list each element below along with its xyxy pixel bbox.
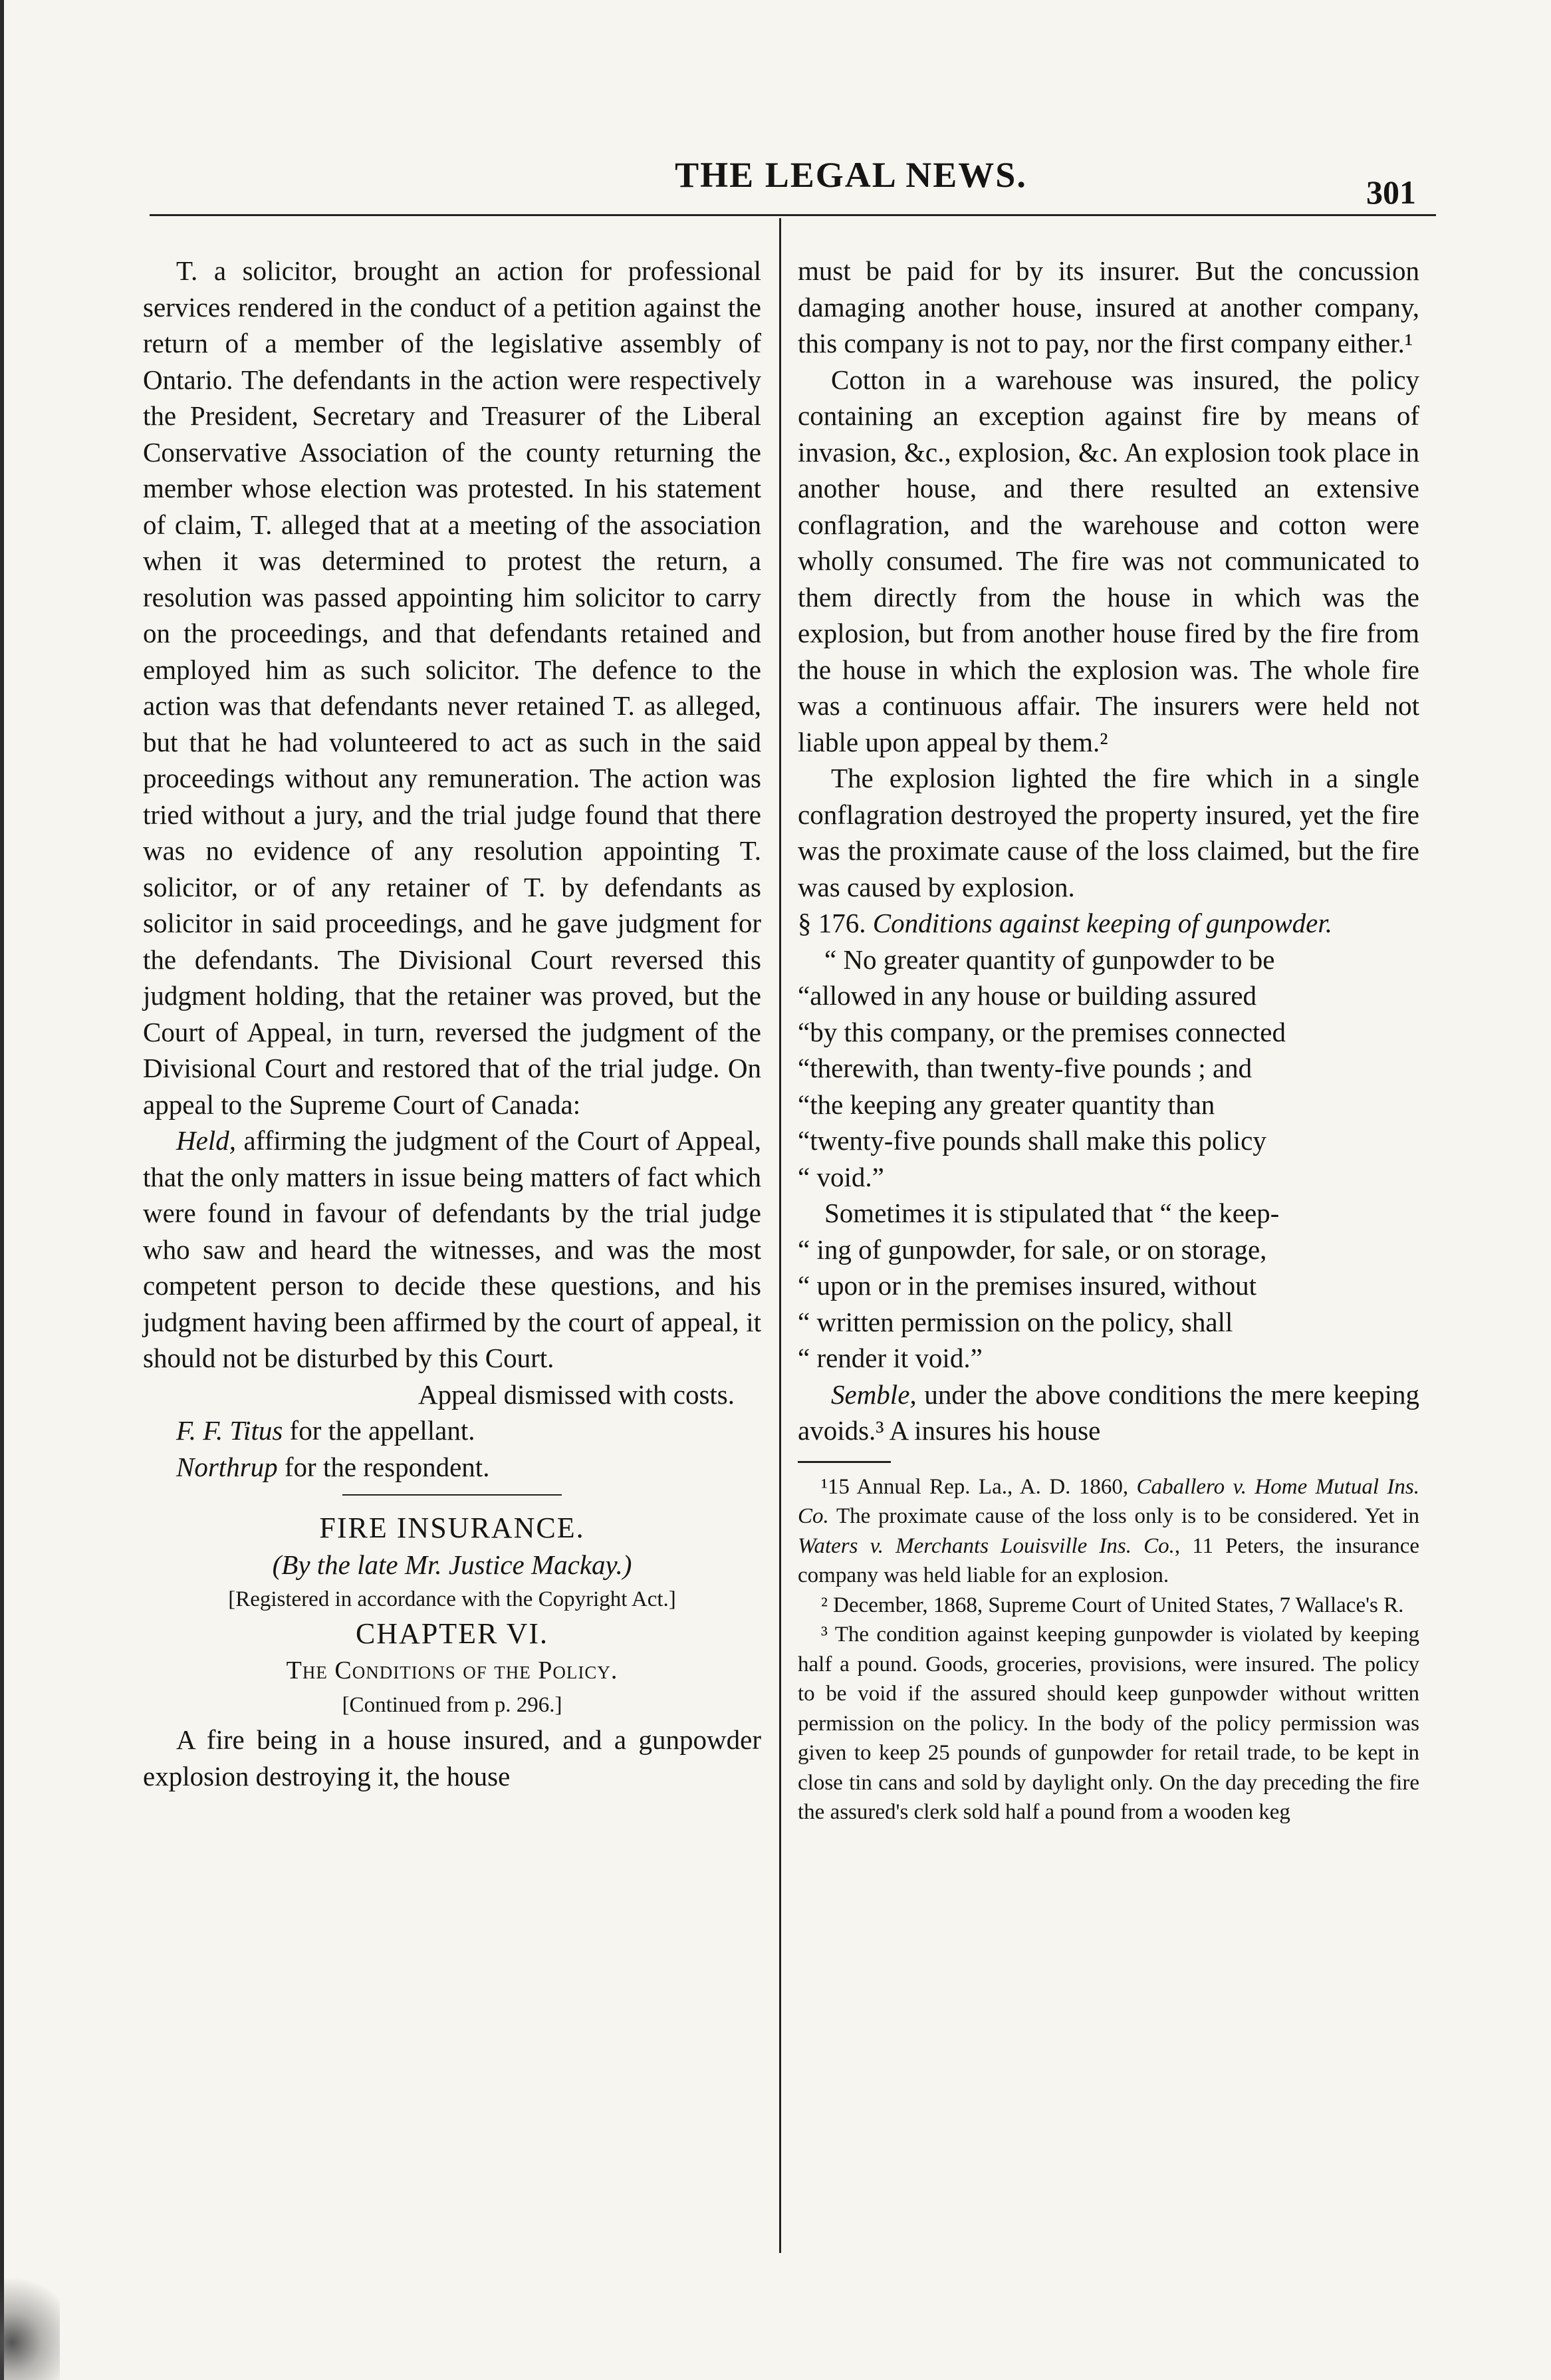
right-column bbox=[798, 253, 1419, 1827]
quote-line: “therewith, than twenty-five pounds ; and bbox=[798, 1053, 1253, 1083]
journal-title: THE LEGAL NEWS. bbox=[675, 155, 1027, 195]
quote-line: “ void.” bbox=[798, 1161, 884, 1192]
chapter-title: The Conditions of the Policy. bbox=[286, 1656, 618, 1684]
section-heading-text: Conditions against keeping of gunpowder. bbox=[872, 908, 1333, 938]
held-text: affirming the judgment of the Court of Appeal, that the only matters in issue being matters of fact which were found in favour of defendants by the trial judge who saw and heard the witnesses, and was the most competent person to decide these questions, and his judgment having been affirmed by the court of appeal, it should not be disturbed by this Court. bbox=[143, 1125, 761, 1373]
continued-note: [Continued from p. 296.] bbox=[342, 1693, 562, 1717]
quote-line: “by this company, or the premises connected bbox=[798, 1016, 1286, 1047]
footnote-1-marker: ¹ bbox=[821, 1474, 828, 1499]
held-label: Held, bbox=[176, 1125, 236, 1156]
quote-line: “the keeping any greater quantity than bbox=[798, 1089, 1215, 1120]
stipulation-line: “ written permission on the policy, shall bbox=[798, 1306, 1233, 1337]
explosion-paragraph: The explosion lighted the fire which in a single conflagration destroyed the property insured, yet the fire was the proximate cause of the loss claimed, but the fire was caused by explosion. bbox=[798, 763, 1419, 902]
closing-paragraph: A fire being in a house insured, and a gunpowder explosion destroying it, the house bbox=[143, 1724, 761, 1791]
footnote-1 bbox=[798, 1472, 1419, 1591]
footnote-1-case-2: Waters v. Merchants Louisville Ins. Co. bbox=[798, 1533, 1175, 1558]
stipulation-line: “ ing of gunpowder, for sale, or on storage, bbox=[798, 1234, 1267, 1265]
left-column bbox=[143, 253, 761, 1794]
semble-paragraph bbox=[798, 1377, 1419, 1449]
semble-label: Semble, bbox=[831, 1379, 917, 1410]
copyright-note: [Registered in accordance with the Copyright Act.] bbox=[228, 1587, 676, 1611]
semble-text: under the above conditions the mere keeping avoids.³ A insures his house bbox=[798, 1379, 1419, 1446]
header-rule bbox=[150, 214, 1436, 216]
appellant-counsel-name: F. F. Titus bbox=[176, 1415, 283, 1446]
respondent-counsel bbox=[143, 1449, 761, 1486]
quote-line: “twenty-five pounds shall make this policy bbox=[798, 1125, 1266, 1156]
section-rule bbox=[342, 1494, 562, 1496]
section-176-heading bbox=[798, 905, 1419, 942]
condition-quote bbox=[798, 942, 1419, 1196]
stipulation-line: “ upon or in the premises insured, without bbox=[798, 1270, 1257, 1301]
quote-line: “ No greater quantity of gunpowder to be bbox=[824, 944, 1275, 975]
appellant-counsel bbox=[143, 1412, 761, 1449]
opening-paragraph: must be paid for by its insurer. But the concussion damaging another house, insured at another company, this company is not to pay, nor the first company either.¹ bbox=[798, 255, 1419, 358]
scan-artifact bbox=[0, 2254, 60, 2380]
appellant-counsel-suffix: for the appellant. bbox=[283, 1415, 475, 1446]
stipulation-line: Sometimes it is stipulated that “ the keep- bbox=[824, 1198, 1280, 1228]
respondent-counsel-name: Northrup bbox=[176, 1451, 278, 1482]
stipulation-quote bbox=[798, 1195, 1419, 1377]
footnote-rule bbox=[798, 1461, 891, 1463]
footnote-2: ² December, 1868, Supreme Court of United States, 7 Wallace's R. bbox=[821, 1593, 1404, 1617]
column-divider bbox=[779, 218, 781, 2253]
case-paragraph: T. a solicitor, brought an action for professional services rendered in the conduct of a petition against the return of a member of the legislative assembly of Ontario. The defendants in the action were respectively the President, Secretary and Treasurer of the Liberal Conservative Association of the county returning the member whose election was protested. In his statement of claim, T. alleged that at a meeting of the association when it was determined to protest the return, a resolution was passed appointing him solicitor to carry on the proceedings, and that defendants retained and employed him as such solicitor. The defence to the action was that defendants never retained T. as alleged, but that he had volunteered to act as such in the said proceedings without any remuneration. The action was tried without a jury, and the trial judge found that there was no evidence of any resolution appointing T. solicitor, or of any retainer of T. by defendants as solicitor in said proceedings, and he gave judgment for the defendants. The Divisional Court reversed this judgment holding, that the retainer was proved, but the Court of Appeal, in turn, reversed the judgment of the Divisional Court and restored that of the trial judge. On appeal to the Supreme Court of Canada: bbox=[143, 255, 761, 1120]
cotton-paragraph: Cotton in a warehouse was insured, the policy containing an exception against fire by means of invasion, &c., explosion, &c. An explosion took place in another house, and there resulted an extensive conflagration, and the warehouse and cotton were wholly consumed. The fire was not communicated to them directly from the house in which was the explosion, but from another house fired by the fire from the house in which the explosion was. The whole fire was a continuous affair. The insurers were held not liable upon appeal by them.² bbox=[798, 364, 1419, 757]
footnote-1-citation: 15 Annual Rep. La., A. D. 1860, bbox=[827, 1474, 1137, 1499]
quote-line: “allowed in any house or building assured bbox=[798, 980, 1257, 1011]
scan-margin-edge bbox=[0, 0, 4, 2380]
respondent-counsel-suffix: for the respondent. bbox=[277, 1451, 490, 1482]
disposition: Appeal dismissed with costs. bbox=[418, 1379, 735, 1410]
footnote-1-text-2: , 11 Peters, the insurance company was held liable for an explosion. bbox=[798, 1533, 1419, 1587]
section-number: § 176. bbox=[798, 908, 866, 938]
byline: (By the late Mr. Justice Mackay.) bbox=[272, 1549, 632, 1580]
stipulation-line: “ render it void.” bbox=[798, 1343, 983, 1373]
section-title: FIRE INSURANCE. bbox=[319, 1512, 585, 1544]
running-head bbox=[153, 154, 1416, 211]
page-number: 301 bbox=[1366, 174, 1416, 211]
held-paragraph bbox=[143, 1123, 761, 1377]
footnote-1-case: Caballero v. Home Mutual Ins. Co. bbox=[798, 1474, 1419, 1528]
footnote-3: ³ The condition against keeping gunpowder is violated by keeping half a pound. Goods, groceries, provisions, were insured. The policy to be void if the assured should keep gunpowder without written permission on the policy. In the body of the policy permission was given to keep 25 pounds of gunpowder for retail trade, to be kept in close tin cans and sold by daylight only. On the day preceding the fire the assured's clerk sold half a pound from a wooden keg bbox=[798, 1623, 1419, 1824]
footnote-1-text: The proximate cause of the loss only is to be considered. Yet in bbox=[828, 1504, 1419, 1528]
chapter-heading: CHAPTER VI. bbox=[355, 1617, 549, 1650]
